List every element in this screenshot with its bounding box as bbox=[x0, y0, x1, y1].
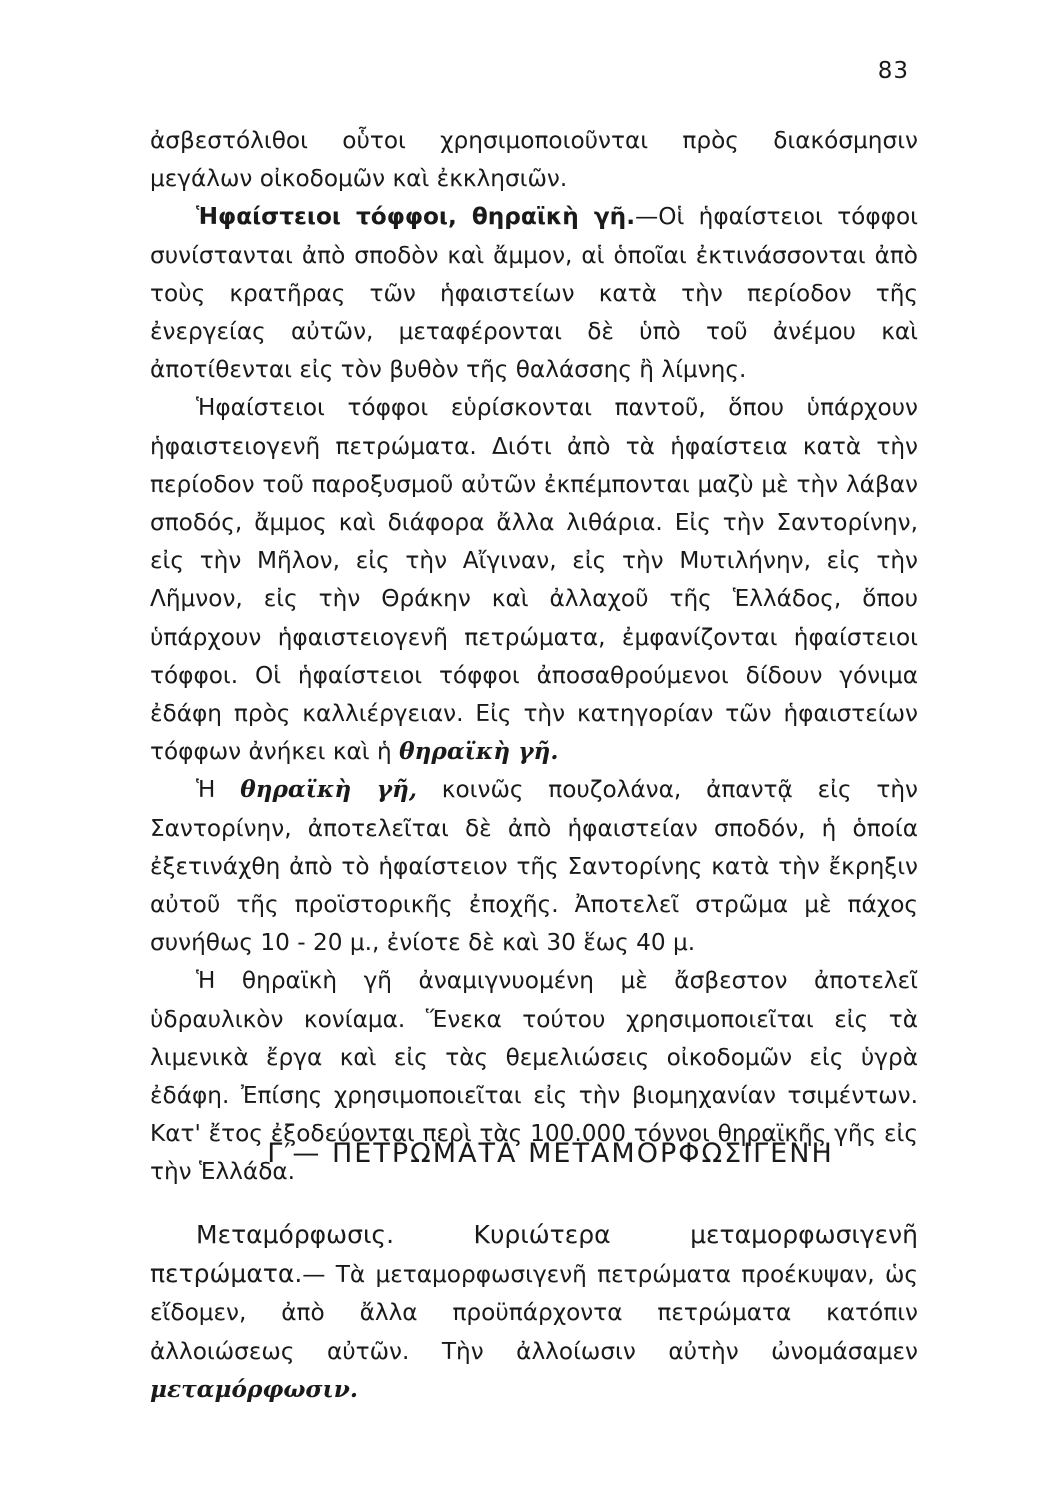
section-heading: Γ′— ΠΕΤΡΩΜΑΤΑ ΜΕΤΑΜΟΡΦΩΣΙΓΕΝΗ bbox=[267, 1138, 834, 1169]
term-thera-earth: θηραϊκὴ γῆ. bbox=[399, 738, 559, 766]
paragraph-limestone-use: ἀσβεστόλιθοι οὗτοι χρησιμοποιοῦνται πρὸς διακόσμησιν μεγάλων οἰκοδομῶν καὶ ἐκκλησιῶν. bbox=[150, 127, 918, 193]
paragraph-heading-volcanic-tuffs: Ἡφαίστειοι τόφφοι, θηραϊκὴ γῆ. bbox=[196, 203, 635, 231]
body-text bbox=[150, 122, 918, 1192]
term-metamorphosis: μεταμόρφωσιν. bbox=[150, 1375, 358, 1403]
page-number: 83 bbox=[877, 58, 909, 84]
paragraph-volcanic-tuffs bbox=[150, 198, 918, 389]
paragraph-thera-earth-uses: Ἡ θηραϊκὴ γῆ ἀναμιγνυομένη μὲ ἄσβεστον ἀποτελεῖ ὑδραυλικὸν κονίαμα. Ἕνεκα τούτου χρησιμοποιεῖται εἰς τὰ λιμενικὰ ἔργα καὶ εἰς τὰς θεμελιώσεις οἰκοδομῶν εἰς ὑγρὰ ἐδάφη. Ἐπίσης χρησιμοποιεῖται εἰς τὴν βιομηχανίαν τσιμέντων. Κατ' ἔτος ἐξοδεύονται περὶ τὰς 100.000 τόννοι θηραϊκῆς γῆς εἰς τὴν Ἑλλάδα. bbox=[150, 967, 918, 1186]
paragraph-text-volcanic-tuffs: —Οἱ ἡφαίστειοι τόφφοι συνίστανται ἀπὸ σποδὸν καὶ ἄμμον, αἱ ὁποῖαι ἐκτινάσσονται ἀπὸ τοὺς κρατῆρας τῶν ἡφαιστείων κατὰ τὴν περίοδον τῆς ἐνεργείας αὐτῶν, μεταφέρονται δὲ ὑπὸ τοῦ ἀνέμου καὶ ἀποτίθενται εἰς τὸν βυθὸν τῆς θαλάσσης ἢ λίμνης. bbox=[150, 203, 918, 384]
paragraph-text-metamorphosis: — Τὰ μεταμορφωσιγενῆ πετρώματα προέκυψαν, ὡς εἴδομεν, ἀπὸ ἄλλα προϋπάρχοντα πετρώματα κατόπιν ἀλλοιώσεως αὐτῶν. Τὴν ἀλλοίωσιν αὐτὴν ὠνομάσαμεν bbox=[150, 1261, 918, 1365]
term-thera-earth-2: θηραϊκὴ γῆ, bbox=[240, 776, 417, 804]
paragraph-heading-metamorphosis: Μεταμόρφωσις. Κυριώτερα μεταμορφωσιγενῆ πετρώματα. bbox=[150, 1220, 918, 1289]
paragraph-text-tuff-locations: Ἡφαίστειοι τόφφοι εὑρίσκονται παντοῦ, ὅπου ὑπάρχουν ἡφαιστειογενῆ πετρώματα. Διότι ἀπὸ τὰ ἡφαίστεια κατὰ τὴν περίοδον τοῦ παροξυσμοῦ αὐτῶν ἐκπέμπονται μαζὺ μὲ τὴν λάβαν σποδός, ἄμμος καὶ διάφορα ἄλλα λιθάρια. Εἰς τὴν Σαντορίνην, εἰς τὴν Μῆλον, εἰς τὴν Αἴγιναν, εἰς τὴν Μυτιλήνην, εἰς τὴν Λῆμνον, εἰς τὴν Θράκην καὶ ἀλλαχοῦ τῆς Ἑλλάδος, ὅπου ὑπάρχουν ἡφαιστειογενῆ πετρώματα, ἐμφανίζονται ἡφαίστειοι τόφφοι. Οἱ ἡφαίστειοι τόφφοι ἀποσαθρούμενοι δίδουν γόνιμα ἐδάφη πρὸς καλλιέργειαν. Εἰς τὴν κατηγορίαν τῶν ἡφαιστείων τόφφων ἀνήκει καὶ ἡ bbox=[150, 394, 918, 766]
article-i: Ἡ bbox=[196, 776, 216, 804]
paragraph-tuff-locations bbox=[150, 389, 918, 771]
paragraph-metamorphosis bbox=[150, 1216, 918, 1409]
paragraph-thera-earth bbox=[150, 771, 918, 962]
paragraph-text-thera-earth: κοινῶς πουζολάνα, ἀπαντᾷ εἰς τὴν Σαντορίνην, ἀποτελεῖται δὲ ἀπὸ ἡφαιστείαν σποδόν, ἡ ὁποία ἐξετινάχθη ἀπὸ τὸ ἡφαίστειον τῆς Σαντορίνης κατὰ τὴν ἔκρηξιν αὐτοῦ τῆς προϊστορικῆς ἐποχῆς. Ἀποτελεῖ στρῶμα μὲ πάχος συνήθως 10 - 20 μ., ἐνίοτε δὲ καὶ 30 ἕως 40 μ. bbox=[150, 776, 918, 957]
section-body-text bbox=[150, 1216, 918, 1409]
